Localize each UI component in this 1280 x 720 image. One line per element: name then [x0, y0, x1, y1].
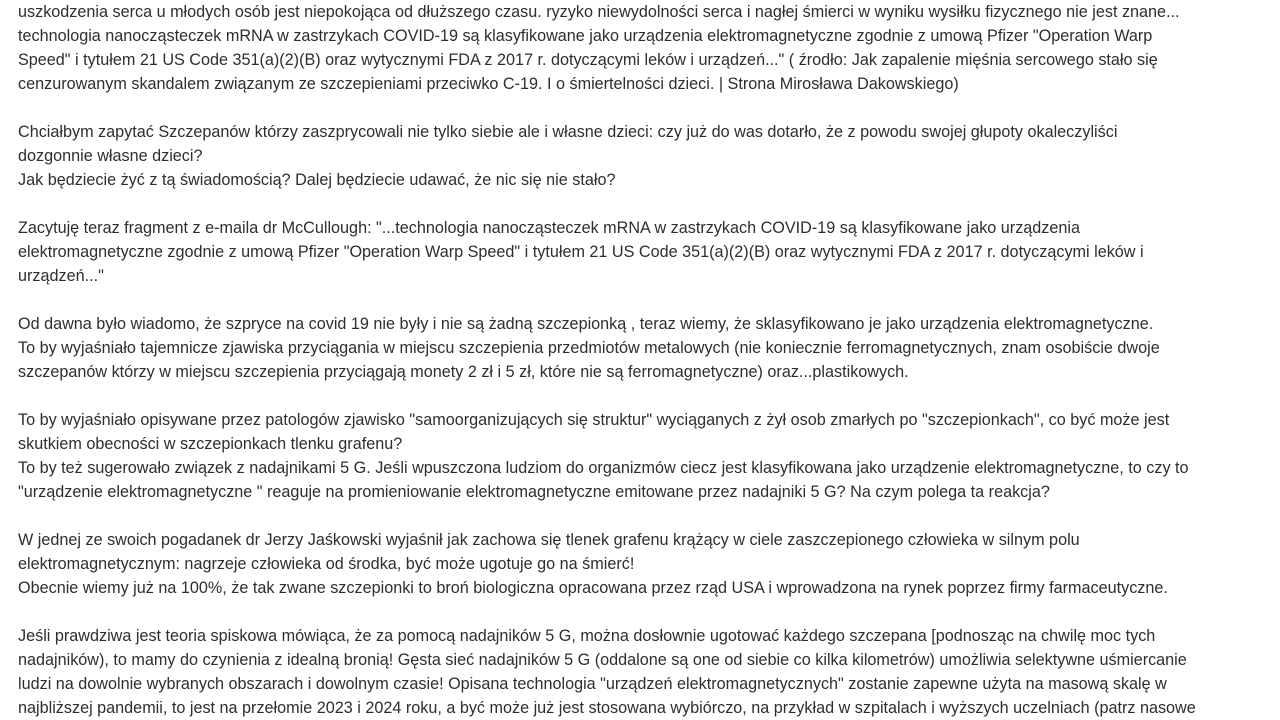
paragraph-line: To by wyjaśniało tajemnicze zjawiska przyciągania w miejscu szczepienia przedmiotów metalowych (nie koniecznie ferromagnetycznych, znam osobiście dwoje — [18, 339, 1160, 357]
paragraph-line: Chciałbym zapytać Szczepanów którzy zaszprycowali nie tylko siebie ale i własne dzieci: czy już do was dotarło, że z powodu swojej głupoty okaleczyliści — [18, 123, 1118, 141]
paragraph-line: najbliższej pandemii, to jest na przełomie 2023 i 2024 roku, a być może już jest stosowana wybiórczo, na przykład w szpitalach i wyższych uczelniach (patrz nasowe — [18, 699, 1196, 717]
paragraph — [18, 408, 1280, 504]
paragraph-gap — [18, 600, 1280, 624]
paragraph — [18, 312, 1280, 384]
paragraph-line: Obecnie wiemy już na 100%, że tak zwane szczepionki to broń biologiczna opracowana przez rząd USA i wprowadzona na rynek poprzez firmy farmaceutyczne. — [18, 579, 1168, 597]
paragraph-line: To by wyjaśniało opisywane przez patologów zjawisko "samoorganizujących się struktur" wyciąganych z żył osob zmarłych po "szczepionkach", co być może jest — [18, 411, 1170, 429]
paragraph-line: Speed" i tytułem 21 US Code 351(a)(2)(B) oraz wytycznymi FDA z 2017 r. dotyczącymi leków i urządzeń..." ( źrodło: Jak zapalenie mięśnia sercowego stało się — [18, 51, 1158, 69]
paragraph — [18, 528, 1280, 600]
paragraph-line: elektromagnetycznym: nagrzeje człowieka od środka, być może ugotuje go na śmierć! — [18, 555, 635, 573]
paragraph-line: urządzeń..." — [18, 267, 104, 285]
paragraph-line: dozgonnie własne dzieci? — [18, 147, 203, 165]
paragraph-gap — [18, 288, 1280, 312]
paragraph-line: skutkiem obecności w szczepionkach tlenku grafenu? — [18, 435, 403, 453]
paragraph-line: Zacytuję teraz fragment z e-maila dr McCullough: "...technologia nanocząsteczek mRNA w zastrzykach COVID-19 są klasyfikowane jako urządzenia — [18, 219, 1080, 237]
paragraph-line: To by też sugerowało związek z nadajnikami 5 G. Jeśli wpuszczona ludziom do organizmów ciecz jest klasyfikowana jako urządzenie elektromagnetyczne, to czy to — [18, 459, 1189, 477]
paragraph-gap — [18, 504, 1280, 528]
paragraph-line: "urządzenie elektromagnetyczne " reaguje na promieniowanie elektromagnetyczne emitowane przez nadajniki 5 G? Na czym polega ta reakcja? — [18, 483, 1050, 501]
paragraph-line: nadajników), to mamy do czynienia z idealną bronią! Gęsta sieć nadajników 5 G (oddalone są one od siebie co kilka kilometrów) umożliwia selektywne uśmiercanie — [18, 651, 1187, 669]
paragraph — [18, 624, 1280, 720]
paragraph-gap — [18, 192, 1280, 216]
paragraph — [18, 0, 1280, 96]
paragraph — [18, 120, 1280, 192]
paragraph-line: ludzi na dowolnie wybranych obszarach i dowolnym czasie! Opisana technologia "urządzeń elektromagnetycznych" zostanie zapewne użyta na masową skalę w — [18, 675, 1167, 693]
paragraph-line: Jeśli prawdziwa jest teoria spiskowa mówiąca, że za pomocą nadajników 5 G, można dosłownie ugotować każdego szczepana [podnosząc na chwilę moc tych — [18, 627, 1156, 645]
paragraph-line: Jak będziecie żyć z tą świadomością? Dalej będziecie udawać, że nic się nie stało? — [18, 171, 616, 189]
paragraph-line: W jednej ze swoich pogadanek dr Jerzy Jaśkowski wyjaśnił jak zachowa się tlenek grafenu krążący w ciele zaszczepionego człowieka w silnym polu — [18, 531, 1080, 549]
paragraph-gap — [18, 96, 1280, 120]
paragraph-list — [18, 0, 1280, 720]
paragraph-line: cenzurowanym skandalem związanym ze szczepieniami przeciwko C-19. I o śmiertelności dzieci. | Strona Mirosława Dakowskiego) — [18, 75, 959, 93]
paragraph-line: uszkodzenia serca u młodych osób jest niepokojąca od dłuższego czasu. ryzyko niewydolności serca i nagłej śmierci w wyniku wysiłku fizycznego nie jest znane... — [18, 3, 1180, 21]
paragraph-line: Od dawna było wiadomo, że szpryce na covid 19 nie były i nie są żadną szczepionką , teraz wiemy, że sklasyfikowano je jako urządzenia elektromagnetyczne. — [18, 315, 1154, 333]
paragraph-line: technologia nanocząsteczek mRNA w zastrzykach COVID-19 są klasyfikowane jako urządzenia elektromagnetyczne zgodnie z umową Pfizer "Operation Warp — [18, 27, 1153, 45]
paragraph-gap — [18, 384, 1280, 408]
paragraph-line: szczepanów którzy w miejscu szczepienia przyciągają monety 2 zł i 5 zł, które nie są ferromagnetyczne) oraz...plastikowych. — [18, 363, 909, 381]
paragraph — [18, 216, 1280, 288]
paragraph-line: elektromagnetyczne zgodnie z umową Pfizer "Operation Warp Speed" i tytułem 21 US Code 351(a)(2)(B) oraz wytycznymi FDA z 2017 r. dotyczącymi leków i — [18, 243, 1144, 261]
article-body — [18, 0, 1280, 720]
